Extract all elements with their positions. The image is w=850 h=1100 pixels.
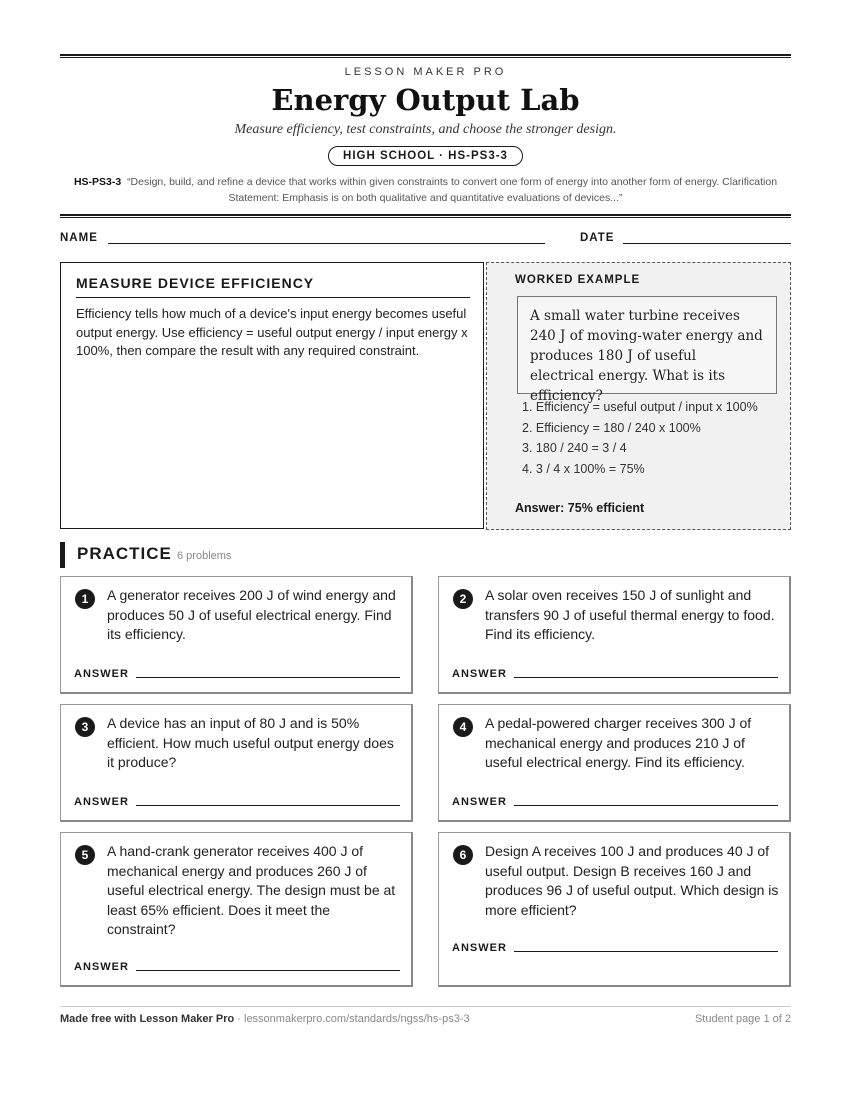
standard-statement — [60, 174, 791, 206]
footer-rule — [60, 1006, 791, 1007]
worked-step: 2. Efficiency = 180 / 240 x 100% — [522, 420, 701, 435]
answer-field[interactable] — [514, 951, 778, 952]
problem-number: 5 — [75, 845, 95, 865]
problem-number: 2 — [453, 589, 473, 609]
practice-accent-bar — [60, 542, 65, 568]
answer-field[interactable] — [514, 677, 778, 678]
problem-card-3 — [60, 704, 413, 822]
worked-step: 3. 180 / 240 = 3 / 4 — [522, 441, 627, 455]
answer-label: ANSWER — [74, 668, 129, 680]
problem-number: 3 — [75, 717, 95, 737]
top-rule — [60, 54, 791, 58]
problem-text: A pedal-powered charger receives 300 J of mechanical energy and produces 210 J of useful electrical energy. Find its efficiency. — [485, 715, 752, 770]
problem-text: Design A receives 100 J and produces 40 J of useful output. Design B receives 160 J and produces 96 J of useful output. Which design is more efficient? — [485, 843, 779, 918]
answer-label: ANSWER — [452, 796, 507, 808]
concept-box — [60, 262, 484, 529]
worked-example-answer: Answer: 75% efficient — [515, 501, 645, 515]
problem-text: A hand-crank generator receives 400 J of mechanical energy and produces 260 J of useful electrical energy. The design must be at least 65% efficient. Does it meet the constraint? — [107, 843, 396, 937]
answer-label: ANSWER — [452, 942, 507, 954]
problem-number: 4 — [453, 717, 473, 737]
answer-label: ANSWER — [74, 796, 129, 808]
name-label: NAME — [60, 232, 98, 244]
answer-field[interactable] — [136, 970, 400, 971]
problem-card-4 — [438, 704, 791, 822]
problem-text: A solar oven receives 150 J of sunlight and transfers 90 J of useful thermal energy to food. Find its efficiency. — [485, 587, 775, 642]
footer-credit — [60, 1013, 470, 1025]
page-subtitle: Measure efficiency, test constraints, and choose the stronger design. — [234, 122, 617, 137]
worksheet-page — [60, 0, 791, 1100]
problem-card-6 — [438, 832, 791, 987]
answer-field[interactable] — [136, 805, 400, 806]
problem-text: A device has an input of 80 J and is 50% efficient. How much useful output energy does it produce? — [107, 715, 394, 770]
header-bottom-rule — [60, 214, 791, 218]
footer-page-number: Student page 1 of 2 — [694, 1013, 791, 1025]
problem-card-2 — [438, 576, 791, 694]
worked-step: 4. 3 / 4 x 100% = 75% — [522, 461, 645, 476]
problem-number: 6 — [453, 845, 473, 865]
date-field[interactable] — [623, 243, 791, 244]
worked-example-steps — [517, 399, 767, 481]
problem-card-1 — [60, 576, 413, 694]
worked-example-heading: WORKED EXAMPLE — [515, 274, 641, 286]
problem-text: A generator receives 200 J of wind energy and produces 50 J of useful electrical energy. Find its efficiency. — [107, 587, 396, 642]
concept-heading: MEASURE DEVICE EFFICIENCY — [76, 275, 470, 298]
answer-field[interactable] — [514, 805, 778, 806]
name-field[interactable] — [108, 243, 545, 244]
practice-heading: PRACTICE — [77, 544, 172, 563]
standard-code: HS-PS3-3 — [73, 176, 122, 188]
brand-name: LESSON MAKER PRO — [344, 66, 507, 78]
answer-label: ANSWER — [452, 668, 507, 680]
answer-field[interactable] — [136, 677, 400, 678]
problem-card-5 — [60, 832, 413, 987]
worked-example-box — [486, 262, 791, 530]
concept-body: Efficiency tells how much of a device's input energy becomes useful output energy. Use efficiency = useful output energy / input energy x 100%, then compare the result with any required constraint. — [76, 306, 468, 358]
problem-number: 1 — [75, 589, 95, 609]
worked-step: 1. Efficiency = useful output / input x 100% — [522, 400, 758, 414]
practice-count: 6 problems — [177, 550, 232, 562]
date-label: DATE — [580, 232, 615, 244]
footer-url[interactable]: · lessonmakerpro.com/standards/ngss/hs-ps3-3 — [234, 1013, 470, 1025]
grade-standard-badge: HIGH SCHOOL · HS-PS3-3 — [328, 146, 523, 166]
answer-label: ANSWER — [74, 961, 129, 973]
standard-text: “Design, build, and refine a device that works within given constraints to convert one form of energy into another form of energy. Clarification Statement: Emphasis is on both qualitative and quantitative evaluations of devices...” — [127, 176, 778, 204]
footer-made-with: Made free with Lesson Maker Pro — [60, 1013, 235, 1025]
worked-example-problem: A small water turbine receives 240 J of moving-water energy and produces 180 J of useful electrical energy. What is its efficiency? — [517, 296, 777, 394]
page-title: Energy Output Lab — [271, 83, 580, 117]
